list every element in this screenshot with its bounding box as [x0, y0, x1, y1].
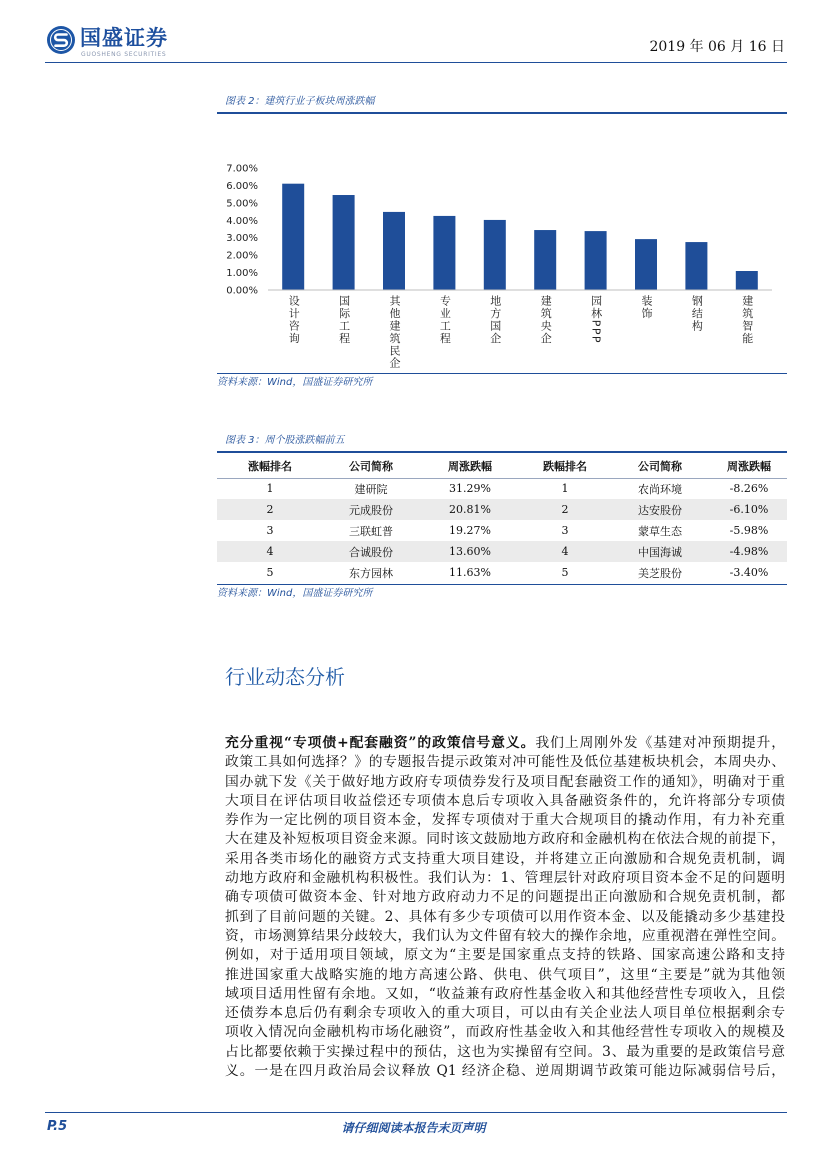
table-cell: 19.27% — [449, 524, 491, 537]
header-divider — [45, 62, 787, 63]
table-cell: 东方园林 — [349, 566, 393, 580]
body-line: 采用各类市场化的融资方式支持重大项目建设，并将建立正向激励和合规免责机制，调 — [225, 850, 785, 867]
bar — [736, 271, 758, 290]
bar — [484, 220, 506, 290]
x-tick-label: 设计咨询 — [287, 295, 301, 345]
table-cell: 农尚环境 — [638, 482, 682, 496]
body-line: 项收入情况向金融机构市场化融资”，而政府性基金收入和其他经营性专项收入的规模及 — [225, 1024, 785, 1041]
table-row — [217, 499, 787, 520]
table-cell: 5 — [266, 566, 274, 579]
body-line: 政策工具如何选择？》的专题报告提示政策对冲可能性及低位基建板块机会，本周央办、 — [225, 754, 785, 771]
bar — [282, 184, 304, 290]
body-line: 占比都要依赖于实操过程中的预估，这也为实操留有空间。3、最为重要的是政策信号意 — [225, 1043, 785, 1060]
bar-chart — [217, 150, 787, 372]
table-cell: -6.10% — [711, 499, 787, 520]
body-line: 动地方政府和金融机构积极性。我们认为：1、管理层针对政府项目资本金不足的问题明 — [225, 870, 785, 887]
x-tick-label: 专业工程 — [438, 295, 452, 345]
body-line: 抓到了目前问题的关键。2、具体有多少专项债可以用作资本金、以及能撬动多少基建投 — [225, 908, 785, 925]
table-cell: 2 — [521, 499, 609, 520]
y-tick-label: 7.00% — [226, 163, 258, 175]
stock-ranking-table — [217, 454, 787, 583]
table-cell: 建研院 — [354, 482, 388, 496]
body-line: 域项目适用性留有余地。又如，“收益兼有政府性基金收入和其他经营性专项收入，且偿 — [225, 985, 785, 1002]
y-tick-label: 6.00% — [226, 180, 258, 192]
logo-subtext: GUOSHENG SECURITIES — [81, 51, 167, 58]
table-cell: 合诚股份 — [323, 541, 419, 562]
column-header: 跌幅排名 — [521, 454, 609, 478]
table-cell: 蒙草生态 — [638, 524, 682, 538]
logo-name: 国盛证券 — [80, 26, 168, 50]
body-line: 大在建及补短板项目资金来源。同时该文鼓励地方政府和金融机构在依法合规的前提下， — [225, 831, 785, 848]
body-paragraph — [225, 734, 785, 1081]
body-line — [225, 734, 785, 753]
x-tick-label: 建筑智能 — [740, 295, 754, 345]
body-line: 还债券本息后仍有剩余专项收入的重大项目，可以由有关企业法人项目单位根据剩余专 — [225, 1005, 785, 1022]
table-cell: -8.26% — [729, 482, 769, 496]
table-cell: 2 — [217, 499, 323, 520]
source-divider — [217, 373, 787, 374]
table-body — [217, 478, 787, 583]
column-header: 涨幅排名 — [217, 454, 323, 478]
body-line: 义。一是在四月政治局会议释放 Q1 经济企稳、逆周期调节政策可能边际减弱信号后， — [225, 1063, 785, 1080]
table-cell: 3 — [266, 524, 274, 537]
body-line: 大项目在评估项目收益偿还专项债本息后专项收入具备融资条件的，允许将部分专项债 — [225, 792, 785, 809]
table-cell: 4 — [217, 541, 323, 562]
table-cell: 达安股份 — [609, 499, 711, 520]
y-tick-label: 4.00% — [226, 215, 258, 227]
column-header: 周涨跌幅 — [419, 454, 521, 478]
column-header: 公司简称 — [609, 454, 711, 478]
x-tick-label: 国际工程 — [337, 295, 351, 345]
footer-divider — [45, 1112, 787, 1113]
page-number: P.5 — [47, 1119, 68, 1134]
table-row — [217, 541, 787, 562]
table-cell: 5 — [561, 566, 569, 579]
x-tick-label: 建筑央企 — [539, 295, 553, 345]
bar — [585, 231, 607, 290]
y-tick-label: 2.00% — [226, 250, 258, 262]
body-line: 例如，对于适用项目领域，原文为“主要是国家重点支持的铁路、国家高速公路和支持 — [225, 947, 785, 964]
table-row — [217, 562, 787, 583]
x-tick-label: 园林PPP — [589, 295, 603, 344]
bar — [433, 216, 455, 290]
x-tick-label: 装饰 — [640, 295, 653, 320]
bar — [333, 195, 355, 290]
caption-divider — [217, 112, 787, 114]
table-cell: -4.98% — [711, 541, 787, 562]
table-bottom-divider — [217, 584, 787, 585]
report-date: 2019 年 06 月 16 日 — [649, 39, 785, 55]
figure-3-caption: 图表 3：周个股涨跌幅前五 — [225, 435, 345, 446]
chart-canvas — [217, 150, 787, 372]
table-cell: -3.40% — [729, 566, 769, 579]
table-cell: 3 — [561, 524, 569, 537]
x-tick-label: 其他建筑民企 — [388, 295, 401, 370]
table-cell: 31.29% — [449, 482, 491, 496]
x-tick-label: 地方国企 — [488, 295, 502, 345]
table-cell: -5.98% — [729, 524, 769, 537]
body-text-span: 我们上周刚外发《基建对冲预期提升， — [535, 735, 785, 751]
table-cell: 三联虹普 — [349, 524, 393, 538]
bar — [685, 242, 707, 290]
footer-disclaimer: 请仔细阅读本报告末页声明 — [341, 1121, 486, 1135]
figure-3-source: 资料来源：Wind，国盛证券研究所 — [217, 588, 373, 599]
table-row — [217, 478, 787, 499]
table-cell: 1 — [266, 482, 274, 496]
logo-icon — [46, 25, 76, 55]
table-cell: 美芝股份 — [638, 566, 682, 580]
table-cell: 4 — [521, 541, 609, 562]
y-tick-label: 5.00% — [226, 198, 258, 210]
body-line: 国办就下发《关于做好地方政府专项债券发行及项目配套融资工作的通知》，明确对于重 — [225, 773, 785, 790]
table-cell: 13.60% — [419, 541, 521, 562]
table-cell: 11.63% — [449, 566, 491, 579]
y-tick-label: 1.00% — [226, 268, 258, 280]
table-cell: 1 — [561, 482, 569, 496]
bar — [635, 239, 657, 290]
figure-2-caption: 图表 2：建筑行业子板块周涨跌幅 — [225, 96, 375, 107]
table-row — [217, 520, 787, 541]
caption-divider — [217, 451, 787, 453]
table-header-row — [217, 454, 787, 478]
body-line: 券作为一定比例的项目资本金，发挥专项债对于重大合规项目的撬动作用，有力补充重 — [225, 812, 785, 829]
figure-2-source: 资料来源：Wind，国盛证券研究所 — [217, 377, 373, 388]
body-line: 推进国家重大战略实施的地方高速公路、供电、供气项目”，这里“主要是”就为其他领 — [225, 966, 785, 983]
lead-sentence: 充分重视“专项债+配套融资”的政策信号意义。 — [225, 735, 536, 751]
bar — [383, 212, 405, 290]
body-line: 确专项债可做资本金、针对地方政府动力不足的问题提出正向激励和合规免责机制，都 — [225, 889, 785, 906]
bar — [534, 230, 556, 290]
body-line: 资，市场测算结果分歧较大，我们认为文件留有较大的操作余地，应重视潜在弹性空间。 — [225, 927, 785, 944]
column-header: 公司简称 — [323, 454, 419, 478]
x-tick-label: 钢结构 — [690, 295, 704, 333]
column-header: 周涨跌幅 — [711, 454, 787, 478]
section-heading: 行业动态分析 — [225, 665, 345, 689]
y-tick-label: 0.00% — [226, 285, 258, 297]
table-cell: 元成股份 — [323, 499, 419, 520]
y-tick-label: 3.00% — [226, 233, 258, 245]
table-cell: 20.81% — [419, 499, 521, 520]
table-cell: 中国海诚 — [609, 541, 711, 562]
